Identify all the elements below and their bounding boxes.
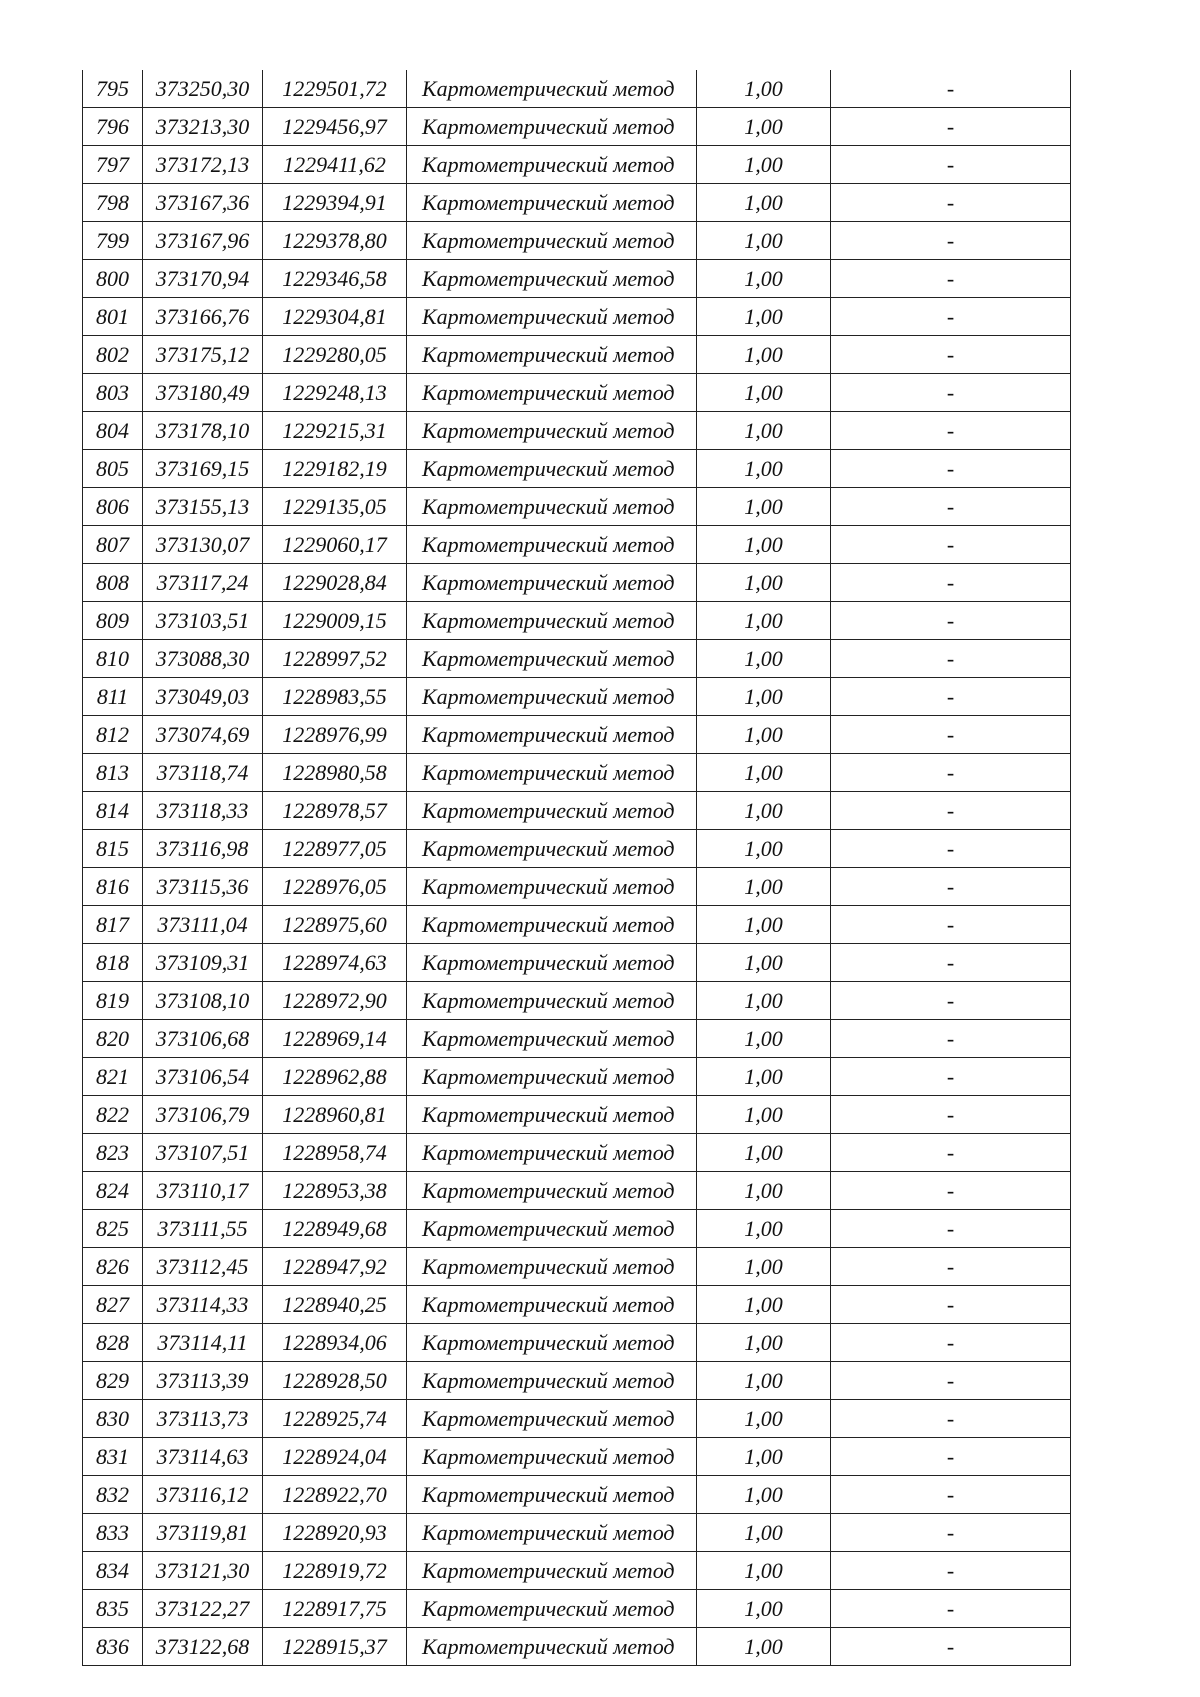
x-coordinate-cell: 373166,76 xyxy=(143,298,263,336)
note-cell: - xyxy=(831,1286,1071,1324)
table-row xyxy=(83,184,1071,222)
x-coordinate-cell: 373178,10 xyxy=(143,412,263,450)
table-row xyxy=(83,868,1071,906)
note-cell: - xyxy=(831,526,1071,564)
point-number-cell: 797 xyxy=(83,146,143,184)
point-number-cell: 825 xyxy=(83,1210,143,1248)
method-cell: Картометрический метод xyxy=(407,792,697,830)
point-number-cell: 813 xyxy=(83,754,143,792)
y-coordinate-cell: 1228983,55 xyxy=(263,678,407,716)
point-number-cell: 822 xyxy=(83,1096,143,1134)
table-row xyxy=(83,1210,1071,1248)
accuracy-cell: 1,00 xyxy=(697,1362,831,1400)
accuracy-cell: 1,00 xyxy=(697,982,831,1020)
y-coordinate-cell: 1228976,05 xyxy=(263,868,407,906)
x-coordinate-cell: 373167,36 xyxy=(143,184,263,222)
method-cell: Картометрический метод xyxy=(407,1590,697,1628)
accuracy-cell: 1,00 xyxy=(697,1552,831,1590)
accuracy-cell: 1,00 xyxy=(697,1324,831,1362)
y-coordinate-cell: 1229060,17 xyxy=(263,526,407,564)
x-coordinate-cell: 373180,49 xyxy=(143,374,263,412)
y-coordinate-cell: 1228972,90 xyxy=(263,982,407,1020)
note-cell: - xyxy=(831,1210,1071,1248)
y-coordinate-cell: 1228962,88 xyxy=(263,1058,407,1096)
note-cell: - xyxy=(831,640,1071,678)
y-coordinate-cell: 1229501,72 xyxy=(263,70,407,108)
table-row xyxy=(83,564,1071,602)
point-number-cell: 806 xyxy=(83,488,143,526)
x-coordinate-cell: 373122,68 xyxy=(143,1628,263,1666)
point-number-cell: 817 xyxy=(83,906,143,944)
note-cell: - xyxy=(831,1324,1071,1362)
table-row xyxy=(83,336,1071,374)
x-coordinate-cell: 373121,30 xyxy=(143,1552,263,1590)
y-coordinate-cell: 1228974,63 xyxy=(263,944,407,982)
point-number-cell: 811 xyxy=(83,678,143,716)
table-row xyxy=(83,222,1071,260)
accuracy-cell: 1,00 xyxy=(697,868,831,906)
point-number-cell: 796 xyxy=(83,108,143,146)
table-row xyxy=(83,792,1071,830)
method-cell: Картометрический метод xyxy=(407,1324,697,1362)
x-coordinate-cell: 373111,04 xyxy=(143,906,263,944)
accuracy-cell: 1,00 xyxy=(697,108,831,146)
y-coordinate-cell: 1229411,62 xyxy=(263,146,407,184)
y-coordinate-cell: 1228977,05 xyxy=(263,830,407,868)
x-coordinate-cell: 373175,12 xyxy=(143,336,263,374)
y-coordinate-cell: 1228947,92 xyxy=(263,1248,407,1286)
method-cell: Картометрический метод xyxy=(407,412,697,450)
method-cell: Картометрический метод xyxy=(407,336,697,374)
table-row xyxy=(83,640,1071,678)
method-cell: Картометрический метод xyxy=(407,1248,697,1286)
note-cell: - xyxy=(831,222,1071,260)
note-cell: - xyxy=(831,982,1071,1020)
note-cell: - xyxy=(831,1134,1071,1172)
x-coordinate-cell: 373109,31 xyxy=(143,944,263,982)
table-row xyxy=(83,1514,1071,1552)
point-number-cell: 815 xyxy=(83,830,143,868)
method-cell: Картометрический метод xyxy=(407,602,697,640)
accuracy-cell: 1,00 xyxy=(697,526,831,564)
method-cell: Картометрический метод xyxy=(407,1552,697,1590)
y-coordinate-cell: 1228958,74 xyxy=(263,1134,407,1172)
y-coordinate-cell: 1228917,75 xyxy=(263,1590,407,1628)
y-coordinate-cell: 1229009,15 xyxy=(263,602,407,640)
accuracy-cell: 1,00 xyxy=(697,1058,831,1096)
table-row xyxy=(83,1096,1071,1134)
accuracy-cell: 1,00 xyxy=(697,488,831,526)
x-coordinate-cell: 373116,98 xyxy=(143,830,263,868)
x-coordinate-cell: 373116,12 xyxy=(143,1476,263,1514)
method-cell: Картометрический метод xyxy=(407,1020,697,1058)
method-cell: Картометрический метод xyxy=(407,260,697,298)
point-number-cell: 827 xyxy=(83,1286,143,1324)
point-number-cell: 819 xyxy=(83,982,143,1020)
note-cell: - xyxy=(831,868,1071,906)
accuracy-cell: 1,00 xyxy=(697,222,831,260)
table-row xyxy=(83,678,1071,716)
note-cell: - xyxy=(831,1096,1071,1134)
accuracy-cell: 1,00 xyxy=(697,1248,831,1286)
note-cell: - xyxy=(831,1438,1071,1476)
table-row xyxy=(83,260,1071,298)
table-row xyxy=(83,754,1071,792)
accuracy-cell: 1,00 xyxy=(697,564,831,602)
y-coordinate-cell: 1229346,58 xyxy=(263,260,407,298)
y-coordinate-cell: 1229215,31 xyxy=(263,412,407,450)
table-row xyxy=(83,146,1071,184)
method-cell: Картометрический метод xyxy=(407,906,697,944)
accuracy-cell: 1,00 xyxy=(697,906,831,944)
x-coordinate-cell: 373118,74 xyxy=(143,754,263,792)
coordinates-table xyxy=(82,70,1071,1666)
accuracy-cell: 1,00 xyxy=(697,678,831,716)
note-cell: - xyxy=(831,260,1071,298)
table-row xyxy=(83,1286,1071,1324)
accuracy-cell: 1,00 xyxy=(697,260,831,298)
y-coordinate-cell: 1229248,13 xyxy=(263,374,407,412)
x-coordinate-cell: 373115,36 xyxy=(143,868,263,906)
x-coordinate-cell: 373114,11 xyxy=(143,1324,263,1362)
y-coordinate-cell: 1228924,04 xyxy=(263,1438,407,1476)
x-coordinate-cell: 373112,45 xyxy=(143,1248,263,1286)
x-coordinate-cell: 373113,39 xyxy=(143,1362,263,1400)
accuracy-cell: 1,00 xyxy=(697,792,831,830)
x-coordinate-cell: 373118,33 xyxy=(143,792,263,830)
x-coordinate-cell: 373106,68 xyxy=(143,1020,263,1058)
point-number-cell: 826 xyxy=(83,1248,143,1286)
y-coordinate-cell: 1228922,70 xyxy=(263,1476,407,1514)
point-number-cell: 816 xyxy=(83,868,143,906)
method-cell: Картометрический метод xyxy=(407,222,697,260)
y-coordinate-cell: 1228980,58 xyxy=(263,754,407,792)
method-cell: Картометрический метод xyxy=(407,526,697,564)
point-number-cell: 809 xyxy=(83,602,143,640)
table-row xyxy=(83,1400,1071,1438)
y-coordinate-cell: 1228978,57 xyxy=(263,792,407,830)
note-cell: - xyxy=(831,108,1071,146)
method-cell: Картометрический метод xyxy=(407,868,697,906)
point-number-cell: 824 xyxy=(83,1172,143,1210)
accuracy-cell: 1,00 xyxy=(697,70,831,108)
y-coordinate-cell: 1229304,81 xyxy=(263,298,407,336)
coordinates-table-body xyxy=(83,70,1071,1666)
method-cell: Картометрический метод xyxy=(407,716,697,754)
point-number-cell: 829 xyxy=(83,1362,143,1400)
accuracy-cell: 1,00 xyxy=(697,1020,831,1058)
y-coordinate-cell: 1228953,38 xyxy=(263,1172,407,1210)
table-row xyxy=(83,1362,1071,1400)
point-number-cell: 798 xyxy=(83,184,143,222)
y-coordinate-cell: 1228915,37 xyxy=(263,1628,407,1666)
table-row xyxy=(83,1628,1071,1666)
note-cell: - xyxy=(831,1248,1071,1286)
point-number-cell: 818 xyxy=(83,944,143,982)
accuracy-cell: 1,00 xyxy=(697,336,831,374)
point-number-cell: 804 xyxy=(83,412,143,450)
point-number-cell: 807 xyxy=(83,526,143,564)
point-number-cell: 805 xyxy=(83,450,143,488)
point-number-cell: 808 xyxy=(83,564,143,602)
note-cell: - xyxy=(831,906,1071,944)
x-coordinate-cell: 373049,03 xyxy=(143,678,263,716)
accuracy-cell: 1,00 xyxy=(697,450,831,488)
method-cell: Картометрический метод xyxy=(407,1134,697,1172)
table-row xyxy=(83,1552,1071,1590)
accuracy-cell: 1,00 xyxy=(697,298,831,336)
note-cell: - xyxy=(831,1400,1071,1438)
x-coordinate-cell: 373113,73 xyxy=(143,1400,263,1438)
y-coordinate-cell: 1229394,91 xyxy=(263,184,407,222)
x-coordinate-cell: 373114,33 xyxy=(143,1286,263,1324)
note-cell: - xyxy=(831,1476,1071,1514)
method-cell: Картометрический метод xyxy=(407,944,697,982)
table-row xyxy=(83,412,1071,450)
method-cell: Картометрический метод xyxy=(407,184,697,222)
x-coordinate-cell: 373169,15 xyxy=(143,450,263,488)
x-coordinate-cell: 373106,54 xyxy=(143,1058,263,1096)
point-number-cell: 810 xyxy=(83,640,143,678)
method-cell: Картометрический метод xyxy=(407,640,697,678)
note-cell: - xyxy=(831,146,1071,184)
table-row xyxy=(83,108,1071,146)
table-row xyxy=(83,1590,1071,1628)
note-cell: - xyxy=(831,336,1071,374)
table-row xyxy=(83,1248,1071,1286)
x-coordinate-cell: 373213,30 xyxy=(143,108,263,146)
table-row xyxy=(83,526,1071,564)
x-coordinate-cell: 373250,30 xyxy=(143,70,263,108)
note-cell: - xyxy=(831,944,1071,982)
y-coordinate-cell: 1228969,14 xyxy=(263,1020,407,1058)
x-coordinate-cell: 373122,27 xyxy=(143,1590,263,1628)
note-cell: - xyxy=(831,298,1071,336)
y-coordinate-cell: 1228928,50 xyxy=(263,1362,407,1400)
y-coordinate-cell: 1228920,93 xyxy=(263,1514,407,1552)
table-row xyxy=(83,488,1071,526)
accuracy-cell: 1,00 xyxy=(697,640,831,678)
table-row xyxy=(83,1134,1071,1172)
note-cell: - xyxy=(831,1628,1071,1666)
method-cell: Картометрический метод xyxy=(407,1438,697,1476)
accuracy-cell: 1,00 xyxy=(697,146,831,184)
method-cell: Картометрический метод xyxy=(407,1286,697,1324)
note-cell: - xyxy=(831,374,1071,412)
method-cell: Картометрический метод xyxy=(407,982,697,1020)
note-cell: - xyxy=(831,412,1071,450)
x-coordinate-cell: 373088,30 xyxy=(143,640,263,678)
accuracy-cell: 1,00 xyxy=(697,1096,831,1134)
table-row xyxy=(83,374,1071,412)
point-number-cell: 823 xyxy=(83,1134,143,1172)
x-coordinate-cell: 373114,63 xyxy=(143,1438,263,1476)
method-cell: Картометрический метод xyxy=(407,1096,697,1134)
point-number-cell: 812 xyxy=(83,716,143,754)
y-coordinate-cell: 1229135,05 xyxy=(263,488,407,526)
accuracy-cell: 1,00 xyxy=(697,1438,831,1476)
accuracy-cell: 1,00 xyxy=(697,1590,831,1628)
accuracy-cell: 1,00 xyxy=(697,602,831,640)
point-number-cell: 832 xyxy=(83,1476,143,1514)
method-cell: Картометрический метод xyxy=(407,298,697,336)
x-coordinate-cell: 373074,69 xyxy=(143,716,263,754)
note-cell: - xyxy=(831,754,1071,792)
x-coordinate-cell: 373170,94 xyxy=(143,260,263,298)
method-cell: Картометрический метод xyxy=(407,374,697,412)
y-coordinate-cell: 1229378,80 xyxy=(263,222,407,260)
note-cell: - xyxy=(831,1552,1071,1590)
method-cell: Картометрический метод xyxy=(407,1400,697,1438)
note-cell: - xyxy=(831,564,1071,602)
table-row xyxy=(83,944,1071,982)
note-cell: - xyxy=(831,1362,1071,1400)
x-coordinate-cell: 373111,55 xyxy=(143,1210,263,1248)
note-cell: - xyxy=(831,488,1071,526)
point-number-cell: 802 xyxy=(83,336,143,374)
accuracy-cell: 1,00 xyxy=(697,1400,831,1438)
point-number-cell: 803 xyxy=(83,374,143,412)
note-cell: - xyxy=(831,70,1071,108)
accuracy-cell: 1,00 xyxy=(697,1286,831,1324)
method-cell: Картометрический метод xyxy=(407,830,697,868)
table-row xyxy=(83,70,1071,108)
table-row xyxy=(83,1020,1071,1058)
accuracy-cell: 1,00 xyxy=(697,1476,831,1514)
accuracy-cell: 1,00 xyxy=(697,1210,831,1248)
y-coordinate-cell: 1228919,72 xyxy=(263,1552,407,1590)
method-cell: Картометрический метод xyxy=(407,754,697,792)
note-cell: - xyxy=(831,1020,1071,1058)
x-coordinate-cell: 373130,07 xyxy=(143,526,263,564)
x-coordinate-cell: 373117,24 xyxy=(143,564,263,602)
accuracy-cell: 1,00 xyxy=(697,1628,831,1666)
table-row xyxy=(83,1058,1071,1096)
method-cell: Картометрический метод xyxy=(407,108,697,146)
x-coordinate-cell: 373155,13 xyxy=(143,488,263,526)
note-cell: - xyxy=(831,792,1071,830)
y-coordinate-cell: 1229456,97 xyxy=(263,108,407,146)
point-number-cell: 820 xyxy=(83,1020,143,1058)
method-cell: Картометрический метод xyxy=(407,564,697,602)
x-coordinate-cell: 373110,17 xyxy=(143,1172,263,1210)
method-cell: Картометрический метод xyxy=(407,1628,697,1666)
note-cell: - xyxy=(831,716,1071,754)
point-number-cell: 830 xyxy=(83,1400,143,1438)
table-row xyxy=(83,906,1071,944)
table-row xyxy=(83,298,1071,336)
method-cell: Картометрический метод xyxy=(407,1172,697,1210)
note-cell: - xyxy=(831,1590,1071,1628)
note-cell: - xyxy=(831,830,1071,868)
note-cell: - xyxy=(831,1172,1071,1210)
table-row xyxy=(83,1438,1071,1476)
y-coordinate-cell: 1228934,06 xyxy=(263,1324,407,1362)
table-row xyxy=(83,982,1071,1020)
point-number-cell: 833 xyxy=(83,1514,143,1552)
accuracy-cell: 1,00 xyxy=(697,716,831,754)
y-coordinate-cell: 1228925,74 xyxy=(263,1400,407,1438)
y-coordinate-cell: 1228960,81 xyxy=(263,1096,407,1134)
accuracy-cell: 1,00 xyxy=(697,184,831,222)
x-coordinate-cell: 373107,51 xyxy=(143,1134,263,1172)
accuracy-cell: 1,00 xyxy=(697,412,831,450)
y-coordinate-cell: 1228949,68 xyxy=(263,1210,407,1248)
x-coordinate-cell: 373103,51 xyxy=(143,602,263,640)
y-coordinate-cell: 1229182,19 xyxy=(263,450,407,488)
method-cell: Картометрический метод xyxy=(407,1058,697,1096)
accuracy-cell: 1,00 xyxy=(697,754,831,792)
table-row xyxy=(83,1476,1071,1514)
y-coordinate-cell: 1229028,84 xyxy=(263,564,407,602)
x-coordinate-cell: 373106,79 xyxy=(143,1096,263,1134)
method-cell: Картометрический метод xyxy=(407,488,697,526)
y-coordinate-cell: 1228997,52 xyxy=(263,640,407,678)
note-cell: - xyxy=(831,450,1071,488)
y-coordinate-cell: 1228975,60 xyxy=(263,906,407,944)
accuracy-cell: 1,00 xyxy=(697,1134,831,1172)
method-cell: Картометрический метод xyxy=(407,146,697,184)
point-number-cell: 821 xyxy=(83,1058,143,1096)
point-number-cell: 800 xyxy=(83,260,143,298)
accuracy-cell: 1,00 xyxy=(697,944,831,982)
table-row xyxy=(83,1324,1071,1362)
method-cell: Картометрический метод xyxy=(407,450,697,488)
method-cell: Картометрический метод xyxy=(407,1210,697,1248)
table-row xyxy=(83,716,1071,754)
note-cell: - xyxy=(831,678,1071,716)
table-row xyxy=(83,1172,1071,1210)
y-coordinate-cell: 1228976,99 xyxy=(263,716,407,754)
point-number-cell: 799 xyxy=(83,222,143,260)
accuracy-cell: 1,00 xyxy=(697,374,831,412)
accuracy-cell: 1,00 xyxy=(697,1172,831,1210)
point-number-cell: 835 xyxy=(83,1590,143,1628)
point-number-cell: 814 xyxy=(83,792,143,830)
x-coordinate-cell: 373119,81 xyxy=(143,1514,263,1552)
method-cell: Картометрический метод xyxy=(407,1362,697,1400)
method-cell: Картометрический метод xyxy=(407,1514,697,1552)
method-cell: Картометрический метод xyxy=(407,70,697,108)
method-cell: Картометрический метод xyxy=(407,678,697,716)
point-number-cell: 795 xyxy=(83,70,143,108)
point-number-cell: 834 xyxy=(83,1552,143,1590)
table-row xyxy=(83,830,1071,868)
point-number-cell: 828 xyxy=(83,1324,143,1362)
accuracy-cell: 1,00 xyxy=(697,830,831,868)
note-cell: - xyxy=(831,1514,1071,1552)
note-cell: - xyxy=(831,184,1071,222)
x-coordinate-cell: 373172,13 xyxy=(143,146,263,184)
point-number-cell: 836 xyxy=(83,1628,143,1666)
accuracy-cell: 1,00 xyxy=(697,1514,831,1552)
x-coordinate-cell: 373167,96 xyxy=(143,222,263,260)
note-cell: - xyxy=(831,1058,1071,1096)
note-cell: - xyxy=(831,602,1071,640)
table-row xyxy=(83,602,1071,640)
x-coordinate-cell: 373108,10 xyxy=(143,982,263,1020)
method-cell: Картометрический метод xyxy=(407,1476,697,1514)
table-row xyxy=(83,450,1071,488)
y-coordinate-cell: 1229280,05 xyxy=(263,336,407,374)
y-coordinate-cell: 1228940,25 xyxy=(263,1286,407,1324)
point-number-cell: 801 xyxy=(83,298,143,336)
point-number-cell: 831 xyxy=(83,1438,143,1476)
